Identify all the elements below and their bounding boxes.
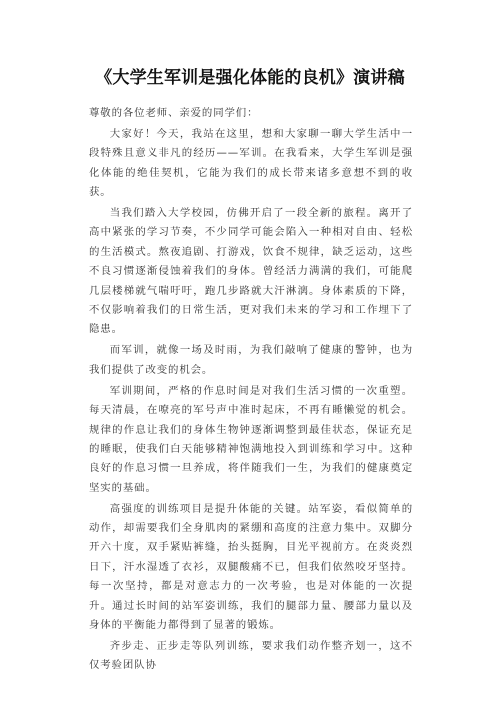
document-title: 《大学生军训是强化体能的良机》演讲稿	[95, 68, 405, 88]
paragraph: 军训期间，严格的作息时间是对我们生活习惯的一次重塑。每天清晨，在嘹亮的军号声中准时起床，不再有睡懒觉的机会。规律的作息让我们的身体生物钟逐渐调整到最佳状态，保证充足的睡眠，使我们白天能够精神饱满地投入到训练和学习中。这种良好的作息习惯一旦养成，将伴随我们一生，为我们的健康奠定坚实的基础。	[89, 384, 413, 494]
paragraph: 大家好！今天，我站在这里，想和大家聊一聊大学生活中一段特殊且意义非凡的经历——军训。在我看来，大学生军训是强化体能的绝佳契机，它能为我们的成长带来诸多意想不到的收获。	[89, 127, 413, 199]
paragraph: 而军训，就像一场及时雨，为我们敲响了健康的警钟，也为我们提供了改变的机会。	[89, 344, 413, 376]
salutation: 尊敬的各位老师、亲爱的同学们：	[89, 107, 259, 119]
paragraph: 齐步走、正步走等队列训练，要求我们动作整齐划一，这不仅考验团队协	[89, 639, 413, 672]
paragraph: 高强度的训练项目是提升体能的关键。站军姿，看似简单的动作，却需要我们全身肌肉的紧绷和高度的注意力集中。双脚分开六十度，双手紧贴裤缝，抬头挺胸，目光平视前方。在炎炎烈日下，汗水湿透了衣衫，双腿酸痛不已，但我们依然咬牙坚持。每一次坚持，都是对意志力的一次考验，也是对体能的一次提升。通过长时间的站军姿训练，我们的腿部力量、腰部力量以及身体的平衡能力都得到了显著的锻炼。	[89, 502, 413, 632]
paragraph: 当我们踏入大学校园，仿佛开启了一段全新的旅程。离开了高中紧张的学习节奏，不少同学可能会陷入一种相对自由、轻松的生活模式。熬夜追剧、打游戏，饮食不规律，缺乏运动，这些不良习惯逐渐侵蚀着我们的身体。曾经活力满满的我们，可能爬几层楼梯就气喘吁吁，跑几步路就大汗淋漓。身体素质的下降，不仅影响着我们的日常生活，更对我们未来的学习和工作埋下了隐患。	[89, 207, 413, 336]
document-body	[89, 104, 413, 677]
